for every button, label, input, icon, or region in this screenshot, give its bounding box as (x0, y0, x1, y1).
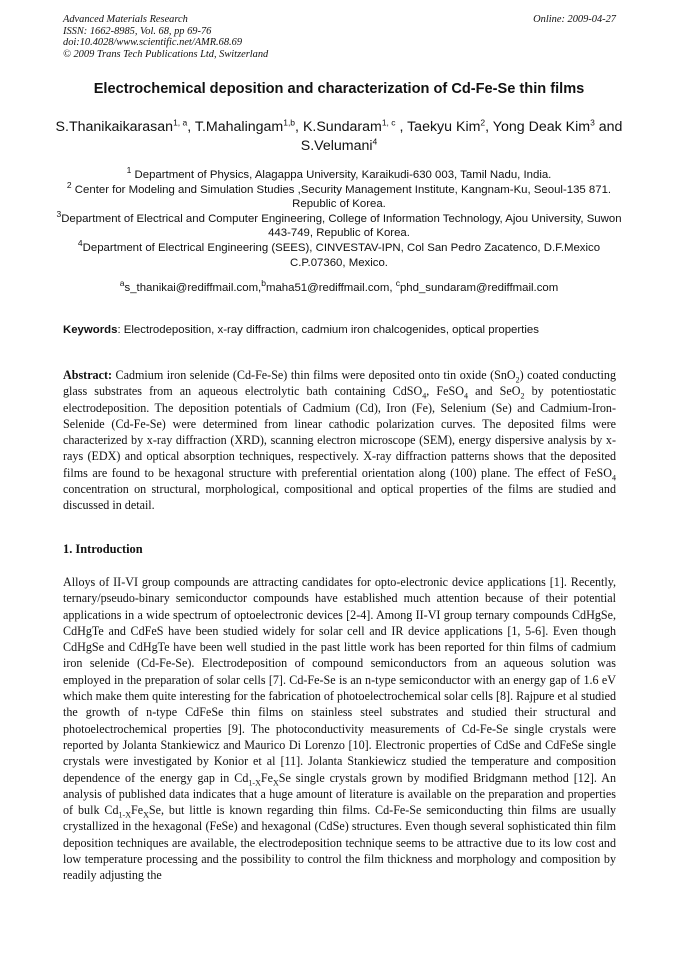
email-list (52, 278, 626, 296)
author-affil-mark: 1, a (173, 117, 188, 128)
abstract-text: by potentiostatic electrodeposition. The deposition potentials of Cadmium (Cd), Iron (Fe), Selenium (Se) and Cadmium-Iron-Selenide (Cd-Fe-Se) were determined from linear cathodic polarization curves. The deposited films were characterized by x-ray diffraction (XRD), scanning electron microscope (SEM), energy dispersive analysis by x-rays (EDX) and optical absorption techniques, respectively. X-ray diffraction patterns shows that the deposited films are found to be hexagonal structure with preferential orientation along (100) plane. The effect of FeSO (63, 384, 616, 480)
abstract-text: and SeO (467, 384, 521, 399)
body-text: Fe (131, 803, 144, 818)
abstract-paragraph (63, 367, 616, 514)
subscript: 1-X (118, 810, 131, 820)
subscript: 4 (422, 391, 427, 401)
paper-title: Electrochemical deposition and characterization of Cd-Fe-Se thin films (93, 81, 585, 97)
abstract-label: Abstract: (63, 368, 113, 382)
affiliation-mark: 3 (56, 208, 62, 219)
affiliation-text: Department of Physics, Alagappa University, Karaikudi-630 003, Tamil Nadu, India. (134, 169, 552, 181)
copyright-line: © 2009 Trans Tech Publications Ltd, Switzerland (63, 48, 269, 60)
email-link[interactable]: s_thanikai@rediffmail.com, (124, 282, 262, 294)
subscript: X (143, 810, 149, 820)
author-affil-mark: 1, c (381, 117, 396, 128)
subscript: 2 (520, 391, 525, 401)
keywords-label: Keywords (63, 324, 118, 336)
author-name: Yong Deak Kim (492, 119, 591, 135)
doi-line: doi:10.4028/www.scientific.net/AMR.68.69 (63, 37, 243, 49)
affiliation (52, 165, 626, 183)
abstract-text: , FeSO (426, 384, 464, 399)
subscript: 4 (463, 391, 468, 401)
issn-line: ISSN: 1662-8985, Vol. 68, pp 69-76 (63, 25, 212, 37)
abstract-text: concentration on structural, morphological, compositional and optical properties of the films are studied and discussed in detail. (63, 482, 616, 513)
author-affil-mark: 1,b (283, 117, 296, 128)
subscript: 1-X (248, 777, 261, 787)
subscript: 4 (612, 473, 616, 483)
affiliation-mark: 1 (126, 165, 132, 176)
email-mark: b (261, 278, 266, 289)
affiliation-text: Department of Electrical Engineering (SEES), CINVESTAV-IPN, Col San Pedro Zacatenco, D.F.Mexico C.P.07360, Mexico. (82, 241, 601, 269)
email-link[interactable]: phd_sundaram@rediffmail.com (399, 282, 559, 294)
email-link[interactable]: maha51@rediffmail.com, (265, 282, 393, 294)
journal-name: Advanced Materials Research (63, 14, 188, 25)
affiliation (52, 208, 626, 241)
introduction-paragraph (63, 574, 616, 884)
abstract-text: Cadmium iron selenide (Cd-Fe-Se) thin films were deposited onto tin oxide (SnO (115, 368, 516, 382)
affiliation-mark: 2 (66, 179, 72, 190)
author-conjunction: and (598, 119, 623, 135)
section-heading: 1. Introduction (63, 542, 143, 556)
author-name: S.Velumani (300, 138, 373, 154)
abstract-text: ) coated conducting glass substrates from an aqueous electrolytic bath containing CdSO (63, 368, 616, 399)
author-name: T.Mahalingam (194, 119, 284, 135)
affiliation (52, 179, 626, 212)
affiliation (52, 238, 626, 270)
email-mark: a (119, 278, 125, 289)
affiliation-text: Department of Electrical and Computer Engineering, College of Information Technology, Ajou University, Suwon 443-749, Republic of Korea. (61, 212, 622, 240)
author-name: S.Thanikaikarasan (55, 119, 174, 135)
online-date: Online: 2009-04-27 (533, 14, 616, 25)
author-list: S.Thanikaikarasan$^{1, a}$, T.Mahalingam$^{1,b}$, K.Sundaram$^{1, c}$ , Taekyu Kim$^2$, Yong Deak Kim$^3$ and S.Velumani$^4$ (55, 117, 623, 154)
affiliation-text: Center for Modeling and Simulation Studies ,Security Management Institute, Kangnam-Ku, Seoul-135 871. Republic of Korea. (74, 183, 612, 211)
body-text: Fe (260, 770, 273, 785)
journal-header (63, 14, 616, 60)
email-mark: c (395, 278, 400, 289)
author-name: K.Sundaram (302, 119, 382, 135)
affiliation-list (52, 165, 626, 270)
keywords-text: : Electrodeposition, x-ray diffraction, cadmium iron chalcogenides, optical properties (117, 324, 539, 336)
body-text: Alloys of II-VI group compounds are attracting candidates for opto-electronic device applications [1]. Recently, ternary/pseudo-binary semiconductor compounds have established much attention because of their potential applications in a wide spectrum of optoelectronic devices [2-4]. Among II-VI group ternary compounds CdHgSe, CdHgTe and CdFeS have been studied widely for solar cell and IR device applications [1, 5-6]. Even though CdHgSe and CdHgTe have been well studied in the past little work has been reported for thin films of cadmium iron selenide (Cd-Fe-Se). Electrodeposition of compound semiconductors from an aqueous solution was employed in the preparation of solar cells [7]. Cd-Fe-Se is an n-type semiconductor with an energy gap of 1.6 eV which make them quite interesting for the fabrication of photoelectrochemical solar cells [8]. Rajpure et al studied the growth of n-type CdFeSe thin films on stainless steel substrates and studied their structural and photoelectrochemical properties [9]. The photoconductivity measurements of Cd-Fe-Se single crystals were reported by Jolanta Stankiewicz and Maurico Di Lorenzo [10]. Electronic properties of CdSe and CdFeSe single crystals were investigated by Konior et al [11]. Jolanta Stankiewicz studied the temperature and composition dependence of the energy gap in Cd (63, 575, 616, 785)
author-name: Taekyu Kim (407, 119, 481, 135)
subscript: 2 (515, 375, 520, 385)
author-affil-mark: 2 (480, 117, 486, 128)
body-text: Se, but little is known regarding thin films. Cd-Fe-Se semiconducting thin films are usually crystallized in the hexagonal (FeSe) and hexagonal (CdSe) structures. Even though several sophisticated thin film deposition techniques are available, the electrodeposition technique seems to be attractive due to its low cost and low temperature processing and the possibility to control the film thickness and morphology and composition by readily adjusting the (63, 803, 616, 883)
subscript: X (272, 777, 279, 787)
affiliation-mark: 4 (77, 238, 83, 249)
author-affil-mark: 3 (590, 117, 595, 128)
keywords-line (63, 323, 618, 338)
body-text: Se single crystals grown by modified Bridgmann method [12]. An analysis of published data indicates that a huge amount of literature is available on the preparation and properties of bulk Cd (63, 770, 616, 818)
author-affil-mark: 4 (372, 136, 378, 147)
